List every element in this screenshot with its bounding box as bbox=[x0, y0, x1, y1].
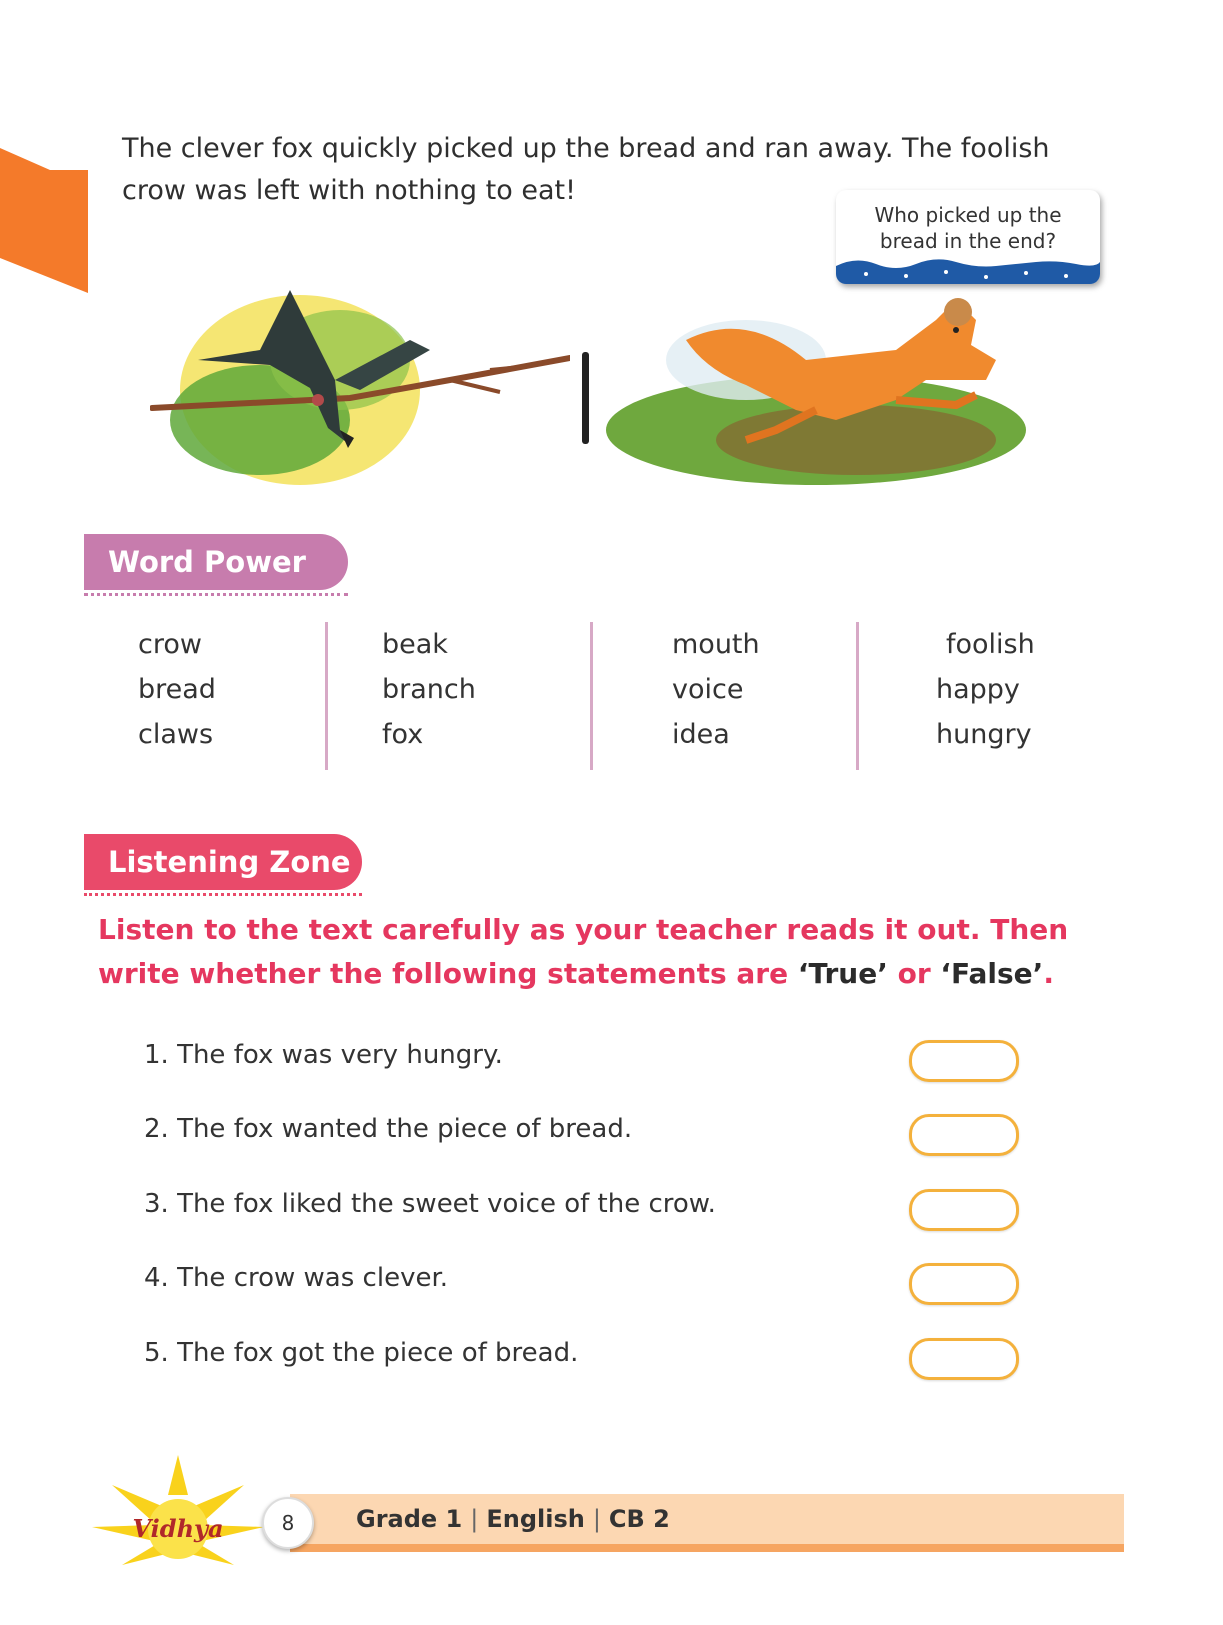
instruction-true: ‘True’ bbox=[797, 957, 888, 990]
question-bubble-text bbox=[836, 202, 1100, 254]
word-column-1 bbox=[138, 622, 216, 757]
instruction-or: or bbox=[897, 957, 931, 990]
footer-subject: English bbox=[486, 1505, 585, 1533]
footer-line bbox=[290, 1544, 1124, 1552]
side-tab-decoration bbox=[0, 148, 88, 293]
answer-box-5[interactable] bbox=[909, 1338, 1019, 1380]
bubble-wave-decoration bbox=[836, 254, 1100, 284]
instruction-main: Listen to the text carefully as your teacher reads it out. Then write whether the following statements are bbox=[98, 913, 1069, 990]
word-item: idea bbox=[672, 719, 730, 750]
crow-on-branch-illustration bbox=[150, 270, 570, 495]
page-number: 8 bbox=[262, 1497, 314, 1549]
answer-box-3[interactable] bbox=[909, 1189, 1019, 1231]
listening-zone-header bbox=[84, 834, 362, 890]
statement-3: 3. The fox liked the sweet voice of the crow. bbox=[144, 1189, 716, 1219]
logo-text: Vidhya bbox=[132, 1514, 224, 1543]
word-item: hungry bbox=[936, 719, 1032, 750]
word-power-header bbox=[84, 534, 348, 590]
footer-grade: Grade 1 bbox=[356, 1505, 463, 1533]
statement-5: 5. The fox got the piece of bread. bbox=[144, 1338, 579, 1368]
story-paragraph: The clever fox quickly picked up the bread and ran away. The foolish crow was left with nothing to eat! bbox=[122, 133, 1050, 206]
vidhya-logo bbox=[92, 1455, 264, 1575]
listening-zone-title: Listening Zone bbox=[108, 845, 351, 879]
word-item: happy bbox=[936, 674, 1020, 705]
word-item: bread bbox=[138, 674, 216, 705]
statement-4: 4. The crow was clever. bbox=[144, 1263, 449, 1293]
fox-running-illustration bbox=[596, 290, 1036, 490]
answer-box-4[interactable] bbox=[909, 1263, 1019, 1305]
statement-1: 1. The fox was very hungry. bbox=[144, 1040, 503, 1070]
bubble-line-2: bread in the end? bbox=[879, 229, 1057, 253]
instruction-false: ‘False’ bbox=[940, 957, 1044, 990]
word-item: crow bbox=[138, 629, 202, 660]
word-item: fox bbox=[382, 719, 424, 750]
word-item: beak bbox=[382, 629, 448, 660]
word-item: voice bbox=[672, 674, 744, 705]
word-column-4 bbox=[936, 622, 1035, 757]
instruction-end: . bbox=[1043, 957, 1054, 990]
word-item: mouth bbox=[672, 629, 760, 660]
footer-separator: | bbox=[470, 1505, 479, 1533]
word-column-divider bbox=[325, 622, 328, 770]
word-column-divider bbox=[590, 622, 593, 770]
word-power-title: Word Power bbox=[108, 545, 306, 579]
footer-book: CB 2 bbox=[608, 1505, 670, 1533]
bubble-line-1: Who picked up the bbox=[874, 203, 1062, 227]
listening-instruction bbox=[98, 908, 1158, 996]
word-item: claws bbox=[138, 719, 214, 750]
word-item: branch bbox=[382, 674, 476, 705]
answer-box-2[interactable] bbox=[909, 1114, 1019, 1156]
word-item: foolish bbox=[946, 629, 1035, 660]
footer-separator: | bbox=[592, 1505, 601, 1533]
word-column-3 bbox=[672, 622, 760, 757]
word-column-divider bbox=[856, 622, 859, 770]
question-bubble bbox=[836, 190, 1100, 284]
illustration-divider bbox=[582, 352, 589, 444]
footer-text bbox=[356, 1505, 670, 1533]
answer-box-1[interactable] bbox=[909, 1040, 1019, 1082]
word-column-2 bbox=[382, 622, 476, 757]
statement-2: 2. The fox wanted the piece of bread. bbox=[144, 1114, 633, 1144]
